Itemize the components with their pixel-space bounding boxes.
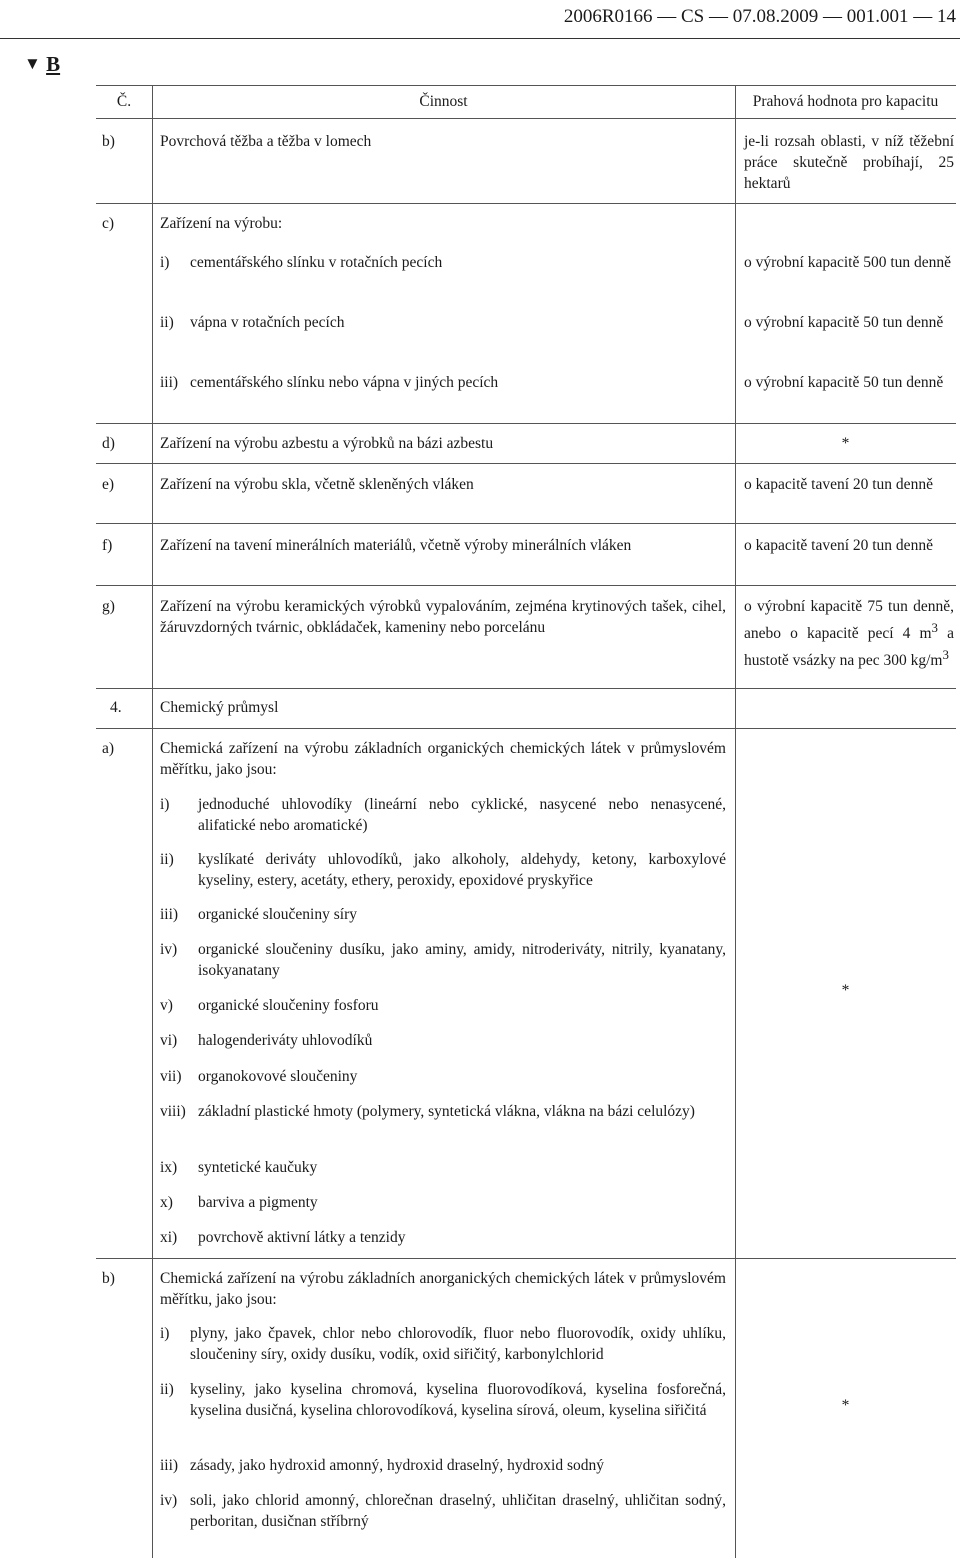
row-e-activity: Zařízení na výrobu skla, včetně skleněných vláken <box>160 476 474 493</box>
row-4a-item-num: ii) <box>160 851 174 868</box>
row-border <box>96 688 956 689</box>
row-g-activity: Zařízení na výrobu keramických výrobků vypalováním, zejména krytinových tašek, cihel, žáruvzdorných tvárnic, obkládaček, kameniny nebo porcelánu <box>160 598 726 636</box>
row-f-activity: Zařízení na tavení minerálních materiálů, včetně výroby minerálních vláken <box>160 537 632 554</box>
row-c-item-num: iii) <box>160 374 179 391</box>
row-c-item-threshold: o výrobní kapacitě 500 tun denně <box>744 254 952 271</box>
row-4b-item-num: iv) <box>160 1492 178 1509</box>
row-border <box>96 728 956 729</box>
row-c-item-text: cementářského slínku v rotačních pecích <box>190 254 443 271</box>
row-4b-item-text: zásady, jako hydroxid amonný, hydroxid draselný, hydroxid sodný <box>190 1457 604 1474</box>
row-4a-activity: Chemická zařízení na výrobu základních organických chemických látek v průmyslovém měřítku, jako jsou: <box>160 740 726 778</box>
header-activity: Činnost <box>419 93 468 110</box>
row-border <box>96 523 956 524</box>
row-f-threshold: o kapacitě tavení 20 tun denně <box>744 537 933 554</box>
row-e-id: e) <box>102 476 115 493</box>
row-4a-item-text: organokovové sloučeniny <box>198 1068 358 1085</box>
section-4-number: 4. <box>110 699 122 716</box>
row-border <box>96 463 956 464</box>
row-b-threshold: je-li rozsah oblasti, v níž těžební práce skutečně probíhají, 25 hektarů <box>744 133 954 192</box>
row-4a-item-text: organické sloučeniny fosforu <box>198 997 379 1014</box>
row-4a-item-num: i) <box>160 796 170 813</box>
row-4a-item-text: barviva a pigmenty <box>198 1194 318 1211</box>
header-threshold: Prahová hodnota pro kapacitu <box>752 93 939 110</box>
row-g-id: g) <box>102 598 115 615</box>
row-4b-item-num: iii) <box>160 1457 179 1474</box>
row-border <box>96 1258 956 1259</box>
capacity-table <box>96 85 956 1558</box>
row-border <box>96 203 956 204</box>
row-4a-item-text: halogenderiváty uhlovodíků <box>198 1032 373 1049</box>
row-4a-id: a) <box>102 740 115 757</box>
row-4a-item-num: viii) <box>160 1103 186 1120</box>
row-d-threshold: * <box>841 435 850 452</box>
row-4b-item-text: plyny, jako čpavek, chlor nebo chlorovodík, fluor nebo fluorovodík, oxidy uhlíku, sloučeniny síry, oxidy dusíku, vodík, oxid siřičitý, karbonylchlorid <box>190 1325 726 1363</box>
row-4a-item-text: povrchově aktivní látky a tenzidy <box>198 1229 406 1246</box>
row-c-item-text: cementářského slínku nebo vápna v jiných pecích <box>190 374 499 391</box>
document-reference: 2006R0166 — CS — 07.08.2009 — 001.001 — 14 <box>563 6 956 27</box>
row-4a-item-text: organické sloučeniny síry <box>198 906 357 923</box>
row-e-threshold: o kapacitě tavení 20 tun denně <box>744 476 933 493</box>
header-number: Č. <box>116 93 132 110</box>
section-marker <box>24 52 60 77</box>
row-4a-item-num: vii) <box>160 1068 182 1085</box>
row-c-id: c) <box>102 215 115 232</box>
row-border <box>96 423 956 424</box>
row-4b-item-text: kyseliny, jako kyselina chromová, kyselina fluorovodíková, kyselina fosforečná, kyselina dusičná, kyselina chlorovodíková, kyselina sírová, oleum, kyselina siřičitá <box>190 1381 726 1419</box>
row-4b-id: b) <box>102 1270 115 1287</box>
row-4b-threshold: * <box>841 1397 850 1414</box>
row-4b-activity: Chemická zařízení na výrobu základních anorganických chemických látek v průmyslovém měřítku, jako jsou: <box>160 1270 726 1308</box>
row-4a-item-text: syntetické kaučuky <box>198 1159 318 1176</box>
row-d-id: d) <box>102 435 115 452</box>
row-4a-item-num: iii) <box>160 906 179 923</box>
marker-label: B <box>46 52 61 76</box>
row-4b-item-num: ii) <box>160 1381 174 1398</box>
row-4a-item-text: organické sloučeniny dusíku, jako aminy, amidy, nitroderiváty, nitrily, kyanatany, isokyanatany <box>198 941 726 979</box>
row-4a-item-num: iv) <box>160 941 178 958</box>
row-c-activity: Zařízení na výrobu: <box>160 215 283 232</box>
column-divider <box>152 85 153 1558</box>
row-4a-threshold: * <box>841 982 850 999</box>
row-d-activity: Zařízení na výrobu azbestu a výrobků na bázi azbestu <box>160 435 494 452</box>
row-f-id: f) <box>102 537 113 554</box>
row-4a-item-text: jednoduché uhlovodíky (lineární nebo cyklické, nasycené nebo nenasycené, alifatické nebo aromatické) <box>198 796 726 834</box>
row-4a-item-num: vi) <box>160 1032 178 1049</box>
row-border <box>96 85 956 86</box>
row-c-item-text: vápna v rotačních pecích <box>190 314 345 331</box>
row-4a-item-text: základní plastické hmoty (polymery, syntetická vlákna, vlákna na bázi celulózy) <box>198 1103 695 1120</box>
row-4b-item-text: soli, jako chlorid amonný, chlorečnan draselný, uhličitan draselný, uhličitan sodný, perboritan, dusičnan stříbrný <box>190 1492 726 1530</box>
row-4a-item-text: kyslíkaté deriváty uhlovodíků, jako alkoholy, aldehydy, ketony, karboxylové kyseliny, estery, acetáty, ethery, peroxidy, epoxidové pryskyřice <box>198 851 726 889</box>
row-b-activity: Povrchová těžba a těžba v lomech <box>160 133 372 150</box>
row-4a-item-num: v) <box>160 997 173 1014</box>
row-c-item-threshold: o výrobní kapacitě 50 tun denně <box>744 374 944 391</box>
row-b-id: b) <box>102 133 115 150</box>
row-g-threshold: o výrobní kapacitě 75 tun denně, anebo o kapacitě pecí 4 $m^3$ a hustotě vsázky na pec 300 $kg/m^3$ <box>744 598 954 670</box>
row-4b-item-num: i) <box>160 1325 170 1342</box>
row-4a-item-num: x) <box>160 1194 173 1211</box>
row-c-item-num: ii) <box>160 314 174 331</box>
row-c-item-threshold: o výrobní kapacitě 50 tun denně <box>744 314 944 331</box>
row-4a-item-num: xi) <box>160 1229 178 1246</box>
triangle-down-icon: ▼ <box>24 54 41 73</box>
row-4a-item-num: ix) <box>160 1159 178 1176</box>
section-4-title: Chemický průmysl <box>160 699 279 716</box>
row-c-item-num: i) <box>160 254 170 271</box>
column-divider <box>735 85 736 1558</box>
header-rule <box>0 38 960 39</box>
row-border <box>96 585 956 586</box>
row-border <box>96 118 956 119</box>
